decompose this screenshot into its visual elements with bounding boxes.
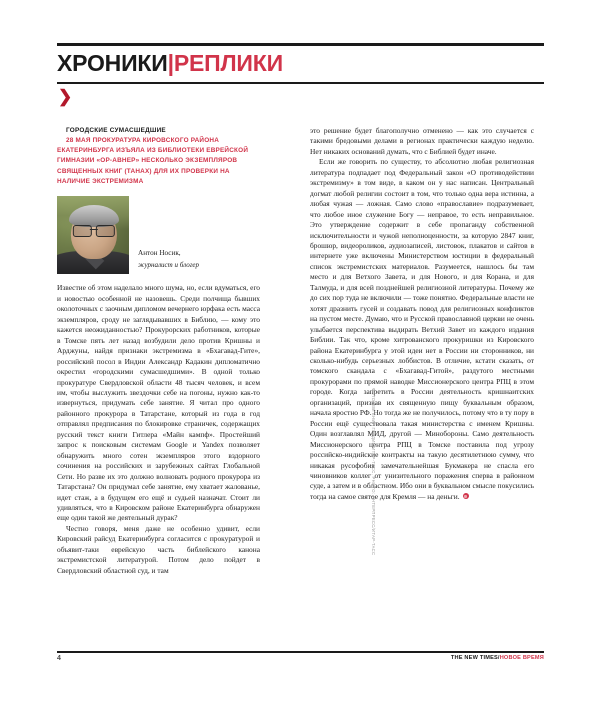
author-portrait-photo bbox=[57, 196, 129, 274]
glasses-right-lens bbox=[96, 225, 115, 237]
page-number: 4 bbox=[57, 655, 61, 662]
body-paragraph: Честно говоря, меня даже не особенно удивит, если Кировский райсуд Екатеринбурга согласится с прокуратурой и объявит-таки еврейскую часть библейского канона экстремистской литературой. Потом дело пойдет в Свердловский областной суд, и там bbox=[57, 523, 260, 575]
author-role: журналист и блогер bbox=[138, 260, 200, 269]
masthead-bottom-rule bbox=[57, 82, 544, 84]
body-paragraph: Известие об этом наделало много шума, но, если вдуматься, его и новостью особенной не назовешь. Среди полчища бывших околоточных с заочным дипломом вечернего юрфака есть масса экземпляров, сроду не заглядывавших в Библию, — кому это кажется неожиданностью? Прокурорских работников, которые в Томске пять лет назад возбудили дело против Кришны и Арджуны, найдя признаки экстремизма в «Бхагавад-Гите», российский посол в Индии Александр Кадакин дипломатично окрестил «городскими сумасшедшими». В одной только прокуратуре Свердловской области 48 тысяч человек, и всем им, чтобы выслужить звездочки себе на погоны, нужно как-то извернуться, придумать себе занятие. Я читал про одного районного прокурора в Татарстане, который из года в год отправлял предписания по блокировке страничек, содержащих русский текст книги Гитлера «Майн кампф». Простейший запрос к поисковым системам Google и Yandex позволяет обнаружить много сотен экземпляров этого вздорного сочинения на российских и зарубежных сайтах Глобальной Сети. Но разве их это должно волновать родного прокурора из Татарстана? Он придумал себе занятие, ему хватает жалованье, идет стаж, а в будущем его ещё и судьей назначат. Стоит ли удивляться, что в Кировском районе Екатеринбурга обнаружен еще один такой же деятельный дурак? bbox=[57, 283, 260, 523]
masthead bbox=[57, 43, 544, 84]
text-column-right bbox=[310, 126, 534, 502]
masthead-title-black: ХРОНИКИ bbox=[57, 50, 168, 76]
text-column-left bbox=[57, 126, 260, 576]
author-block bbox=[57, 196, 260, 274]
body-paragraph-final-text: Если же говорить по существу, то абсолютно любая религиозная литература подпадает под Федеральный закон «О противодействии экстремизму» в том виде, в каком он у нас написан. Центральный догмат любой религии состоит в том, что только одна вера истинна, а любая чужая — ложная. Само слово «православие» подразумевает, что любое иное служение Богу — неправое, то есть неправильное. Это утверждение содержит в себе пропаганду собственной исключительности и чужой неполноценности, за которую 2847 книг, брошюр, видеороликов, аудиозаписей, листовок, плакатов и сайтов в интернете уже включены Министерством юстиции в федеральный список экстремистских материалов. Разумеется, нашлось бы там место и для Ветхого Завета, и для Нового, и для Корана, и для Талмуда, и для всей позднейшей религиозной литературы. Почему же до сих пор туда не включили — тоже понятно. Федеральные власти не хотят дразнить гусей и создавать повод для религиозных конфликтов на пустом месте. Думаю, что и Русской православной церкви не очень улыбается перспектива выдирать Ветхий Завет из каждого издания Библии. Так что, кроме хитрованского прокуришки из Кировского района Екатеринбурга у этой идеи нет в России ни сторонников, ни сколько-нибудь серьезных лоббистов. В отличие, кстати сказать, от томского скандала с «Бхагавад-Гитой», раздутого местными прокурорами по прямой наводке Миссионерского центра РПЦ в этом городе. Когда запретить в России деятельность кришнаитских организаций, призвав их священную пищу буквальным образом, начала яростно РФ. Но тогда же не получилось, потому что в ту пору в России ещё существовала такая министерства с именем Кришны. Один возглавлял МИД, другой — Минобороны. Само деятельность Миссионерского центра РПЦ в Томске поставила под угрозу российско-индийские контракты на такую десятилетнюю сумму, что никакая русофобия замечательнейшая Букмакера не спасла его чиновников коллег от унизительного поражения сперва в районном суде, а затем и в областном. Ибо они в буквальном смысле покусились тогда на самое святое для Кремля — на деньги. bbox=[310, 157, 534, 501]
page-title bbox=[57, 52, 544, 75]
byline bbox=[138, 248, 199, 274]
photo-credit: ФОТО: ЕВГЕНИЙ ГЛАДИН/ИТАР-ТАСС, PHOTO: ИНТЕРПРЕСС/ИТАР-ТАСС bbox=[371, 388, 376, 556]
end-mark-icon bbox=[463, 493, 469, 499]
body-paragraph-final bbox=[310, 157, 534, 502]
article-deck: 28 МАЯ ПРОКУРАТУРА КИРОВСКОГО РАЙОНА ЕКАТЕРИНБУРГА ИЗЪЯЛА ИЗ БИБЛИОТЕКИ ЕВРЕЙСКОЙ ГИМНАЗИИ «ОР-АВНЕР» НЕСКОЛЬКО ЭКЗЕМПЛЯРОВ СВЯЩЕННЫХ КНИГ (ТАНАХ) ДЛЯ ИХ ПРОВЕРКИ НА НАЛИЧИЕ ЭКСТРЕМИЗМА bbox=[57, 136, 249, 186]
glasses-left-lens bbox=[73, 225, 92, 237]
chevron-right-icon: ❯ bbox=[58, 87, 73, 106]
masthead-title-divider: | bbox=[167, 50, 174, 76]
article-kicker: ГОРОДСКИЕ СУМАСШЕДШИЕ bbox=[66, 127, 166, 134]
body-paragraph: это решение будет благополучно отменено — как это случается с такими бредовыми делами в регионах практически каждую неделю. Нет никаких оснований думать, что с Библией будет иначе. bbox=[310, 126, 534, 156]
footer-brand-english: THE NEW TIMES/ bbox=[450, 655, 500, 661]
footer-brand-russian: НОВОЕ ВРЕМЯ bbox=[499, 655, 544, 661]
masthead-top-rule bbox=[57, 43, 544, 46]
glasses-icon bbox=[73, 225, 115, 235]
footer-rule bbox=[57, 651, 544, 653]
author-name: Антон Носик, bbox=[138, 249, 181, 258]
footer-brand bbox=[451, 655, 544, 661]
masthead-title-red: РЕПЛИКИ bbox=[173, 50, 283, 76]
